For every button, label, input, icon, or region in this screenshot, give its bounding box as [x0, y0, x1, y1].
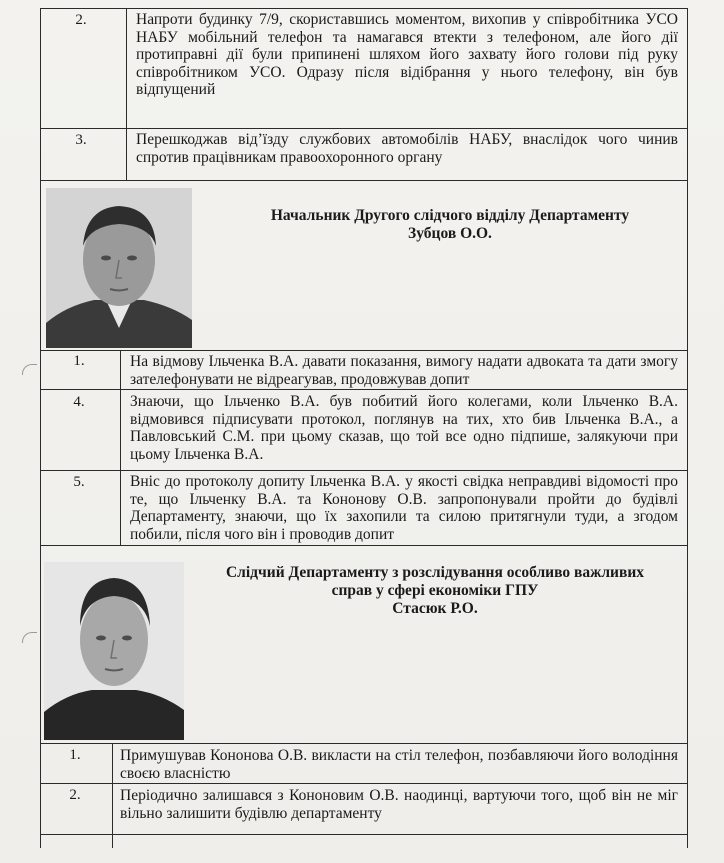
portrait-image [46, 188, 192, 348]
row-divider [40, 350, 688, 351]
column-divider [112, 743, 113, 848]
row-number: 5. [73, 474, 85, 490]
person-name: Зубцов О.О. [408, 225, 492, 242]
person-title: справ у сфері економіки ГПУ [331, 582, 539, 599]
row-text: На відмову Ільченка В.А. давати показання, вимогу надати адвоката та дати змогу зателефонувати не відреагував, продовжував допит [130, 353, 678, 388]
table-border-left [40, 8, 41, 848]
portrait-photo [46, 188, 192, 348]
row-text: Періодично залишався з Кононовим О.В. наодинці, вартуючи того, щоб він не міг вільно залишити будівлю департаменту [120, 787, 678, 822]
row-number: 2. [75, 12, 87, 28]
row-number: 1. [69, 747, 81, 763]
row-divider [40, 783, 688, 784]
column-divider [126, 8, 127, 180]
column-divider [120, 350, 121, 545]
row-divider [40, 834, 688, 835]
person-name: Стасюк Р.О. [392, 600, 478, 617]
row-number: 1. [73, 353, 85, 369]
punch-hole-mark [22, 632, 37, 643]
row-divider [40, 545, 688, 546]
row-number: 3. [75, 132, 87, 148]
portrait-photo [44, 562, 184, 740]
row-divider [40, 470, 688, 471]
row-number: 2. [69, 787, 81, 803]
offenses-table [40, 8, 688, 848]
row-text: Вніс до протоколу допиту Ільченка В.А. у якості свідка неправдиві відомості про те, що Ільченку В.А. та Кононову О.В. запропонували пройти до будівлі Департаменту, знаючи, що їх захопили та силою притягнули туди, а згодом побили, після чого він і проводив допит [130, 473, 678, 543]
person-title: Слідчий Департаменту з розслідування особливо важливих [225, 564, 644, 581]
table-border-right [687, 8, 688, 848]
row-text: Примушував Кононова О.В. викласти на стіл телефон, позбавляючи його володіння своєю власністю [120, 747, 678, 782]
row-text: Напроти будинку 7/9, скориставшись моментом, вихопив у співробітника УСО НАБУ мобільний телефон та намагався втекти з телефоном, але його дії протиправні дії були припинені шляхом його захвату його голови під руку співробітником УСО. Одразу після відібрання у нього телефону, він був відпущений [136, 11, 678, 99]
row-divider [40, 180, 688, 181]
person-title: Начальник Другого слідчого відділу Департаменту [270, 207, 630, 224]
row-divider [40, 389, 688, 390]
row-divider [40, 8, 688, 9]
row-number: 4. [73, 394, 85, 410]
row-divider [40, 128, 688, 129]
punch-hole-mark [22, 364, 37, 375]
row-text: Знаючи, що Ільченко В.А. був побитий його колегами, коли Ільченко В.А. відмовився підписувати протокол, поглянув на тих, хто бив Ільченка В.А., а Павловський С.М. при цьому сказав, що той все одно підпише, залякуючи при цьому Ільченка В.А. [130, 393, 678, 463]
portrait-image [44, 562, 184, 740]
row-divider [40, 743, 688, 744]
row-text: Перешкоджав від’їзду службових автомобілів НАБУ, внаслідок чого чинив спротив працівникам правоохоронного органу [136, 131, 678, 166]
